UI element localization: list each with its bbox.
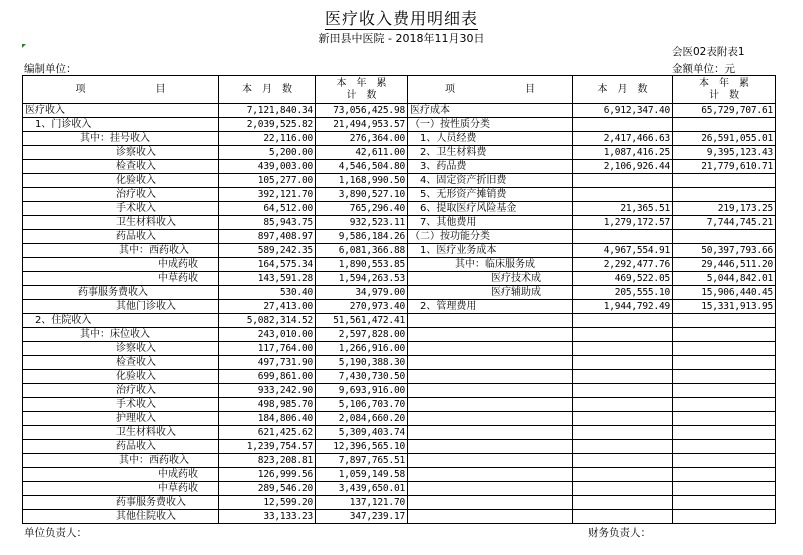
- right-month-cell: [573, 328, 673, 342]
- left-item-cell: 手术收入: [23, 398, 219, 412]
- left-item-cell: 治疗收入: [23, 188, 219, 202]
- left-item-cell: 治疗收入: [23, 384, 219, 398]
- right-month-cell: 1,944,792.49: [573, 300, 673, 314]
- right-cumulative-cell: [673, 230, 776, 244]
- left-cumulative-cell: 3,890,527.10: [316, 188, 408, 202]
- left-cumulative-cell: 765,296.40: [316, 202, 408, 216]
- left-cumulative-cell: 51,561,472.41: [316, 314, 408, 328]
- right-cumulative-cell: [673, 328, 776, 342]
- right-month-cell: [573, 384, 673, 398]
- table-row: [23, 496, 776, 510]
- right-cumulative-cell: 7,744,745.21: [673, 216, 776, 230]
- left-cumulative-cell: 270,973.40: [316, 300, 408, 314]
- left-month-cell: 589,242.35: [219, 244, 316, 258]
- unit-head-label: 单位负责人：: [24, 527, 87, 539]
- right-item-cell: [408, 426, 573, 440]
- left-cumulative-cell: 5,106,703.70: [316, 398, 408, 412]
- table-row: [23, 356, 776, 370]
- right-item-cell: 6、提取医疗风险基金: [408, 202, 573, 216]
- right-month-cell: 1,087,416.25: [573, 146, 673, 160]
- left-item-cell: 中成药收: [23, 468, 219, 482]
- left-month-cell: 164,575.34: [219, 258, 316, 272]
- left-item-cell: 卫生材料收入: [23, 426, 219, 440]
- left-cumulative-cell: 1,168,990.50: [316, 174, 408, 188]
- right-cumulative-cell: 65,729,707.61: [673, 104, 776, 118]
- left-cumulative-cell: 34,979.00: [316, 286, 408, 300]
- left-cumulative-cell: 2,597,828.00: [316, 328, 408, 342]
- left-month-cell: 12,599.20: [219, 496, 316, 510]
- table-row: [23, 146, 776, 160]
- left-item-cell: 药事服务费收入: [23, 496, 219, 510]
- right-item-cell: 其中：临床服务成: [408, 258, 573, 272]
- left-month-cell: 498,985.70: [219, 398, 316, 412]
- left-item-cell: 其中：西药收入: [23, 454, 219, 468]
- right-cumulative-cell: [673, 440, 776, 454]
- left-month-cell: 530.40: [219, 286, 316, 300]
- left-item-cell: 卫生材料收入: [23, 216, 219, 230]
- right-cumulative-cell: 15,906,440.45: [673, 286, 776, 300]
- left-month-cell: 7,121,840.34: [219, 104, 316, 118]
- left-cumulative-cell: 5,309,403.74: [316, 426, 408, 440]
- compiling-unit-label: 编制单位：: [24, 63, 77, 75]
- header-cumulative-left: 本 年 累 计 数: [316, 76, 408, 104]
- left-cumulative-cell: 9,586,184.26: [316, 230, 408, 244]
- header-month-right: 本 月 数: [573, 76, 673, 104]
- right-item-cell: [408, 454, 573, 468]
- right-item-cell: [408, 356, 573, 370]
- left-month-cell: 621,425.62: [219, 426, 316, 440]
- left-item-cell: 其他住院收入: [23, 510, 219, 524]
- report-title: 医疗收入费用明细表: [324, 9, 478, 28]
- header-month-left: 本 月 数: [219, 76, 316, 104]
- left-item-cell: 医疗收入: [23, 104, 219, 118]
- right-month-cell: 21,365.51: [573, 202, 673, 216]
- table-row: [23, 230, 776, 244]
- left-item-cell: 护理收入: [23, 412, 219, 426]
- right-item-cell: [408, 370, 573, 384]
- right-month-cell: [573, 496, 673, 510]
- right-month-cell: [573, 174, 673, 188]
- right-cumulative-cell: [673, 398, 776, 412]
- right-month-cell: 469,522.05: [573, 272, 673, 286]
- right-item-cell: 2、卫生材料费: [408, 146, 573, 160]
- left-month-cell: 105,277.00: [219, 174, 316, 188]
- left-item-cell: 其他门诊收入: [23, 300, 219, 314]
- header-cumulative-right: 本 年 累 计 数: [673, 76, 776, 104]
- right-item-cell: 医疗技术成: [408, 272, 573, 286]
- left-cumulative-cell: 42,611.00: [316, 146, 408, 160]
- right-item-cell: [408, 342, 573, 356]
- table-row: [23, 300, 776, 314]
- right-item-cell: [408, 440, 573, 454]
- header-row: [23, 76, 776, 104]
- table-row: [23, 510, 776, 524]
- left-item-cell: 药品收入: [23, 440, 219, 454]
- left-item-cell: 化验收入: [23, 174, 219, 188]
- right-item-cell: [408, 482, 573, 496]
- left-cumulative-cell: 2,084,660.20: [316, 412, 408, 426]
- right-cumulative-cell: [673, 454, 776, 468]
- left-item-cell: 药品收入: [23, 230, 219, 244]
- left-month-cell: 699,861.00: [219, 370, 316, 384]
- left-item-cell: 其中：床位收入: [23, 328, 219, 342]
- left-cumulative-cell: 1,890,553.85: [316, 258, 408, 272]
- right-cumulative-cell: [673, 314, 776, 328]
- right-item-cell: 7、其他费用: [408, 216, 573, 230]
- left-cumulative-cell: 6,081,366.88: [316, 244, 408, 258]
- right-month-cell: [573, 426, 673, 440]
- left-month-cell: 1,239,754.57: [219, 440, 316, 454]
- left-month-cell: 143,591.28: [219, 272, 316, 286]
- right-item-cell: 4、固定资产折旧费: [408, 174, 573, 188]
- left-cumulative-cell: 137,121.70: [316, 496, 408, 510]
- left-cumulative-cell: 932,523.11: [316, 216, 408, 230]
- left-item-cell: 中草药收: [23, 482, 219, 496]
- table-row: [23, 454, 776, 468]
- left-month-cell: 392,121.70: [219, 188, 316, 202]
- left-item-cell: 2、住院收入: [23, 314, 219, 328]
- left-cumulative-cell: 12,396,565.10: [316, 440, 408, 454]
- right-cumulative-cell: 26,591,055.01: [673, 132, 776, 146]
- left-month-cell: 22,116.00: [219, 132, 316, 146]
- form-code: 会医02表附表1: [672, 46, 745, 58]
- right-cumulative-cell: 5,044,842.01: [673, 272, 776, 286]
- table-row: [23, 384, 776, 398]
- table-row: [23, 426, 776, 440]
- right-month-cell: 205,555.10: [573, 286, 673, 300]
- table-row: [23, 132, 776, 146]
- right-cumulative-cell: 21,779,610.71: [673, 160, 776, 174]
- amount-unit-label: 金额单位：元: [672, 63, 735, 75]
- right-cumulative-cell: [673, 468, 776, 482]
- left-month-cell: 27,413.00: [219, 300, 316, 314]
- left-month-cell: 823,208.81: [219, 454, 316, 468]
- right-item-cell: 1、人员经费: [408, 132, 573, 146]
- right-cumulative-cell: [673, 370, 776, 384]
- table-row: [23, 118, 776, 132]
- left-month-cell: 126,999.56: [219, 468, 316, 482]
- right-item-cell: 医疗辅助成: [408, 286, 573, 300]
- left-cumulative-cell: 9,693,916.00: [316, 384, 408, 398]
- right-month-cell: [573, 440, 673, 454]
- right-cumulative-cell: [673, 188, 776, 202]
- left-cumulative-cell: 1,059,149.58: [316, 468, 408, 482]
- left-item-cell: 其中：西药收入: [23, 244, 219, 258]
- table-row: [23, 314, 776, 328]
- left-cumulative-cell: 4,546,504.80: [316, 160, 408, 174]
- left-item-cell: 检查收入: [23, 356, 219, 370]
- right-item-cell: （一）按性质分类: [408, 118, 573, 132]
- table-row: [23, 482, 776, 496]
- right-month-cell: [573, 412, 673, 426]
- right-month-cell: [573, 356, 673, 370]
- right-cumulative-cell: [673, 174, 776, 188]
- right-cumulative-cell: 9,395,123.43: [673, 146, 776, 160]
- left-item-cell: 检查收入: [23, 160, 219, 174]
- right-item-cell: （二）按功能分类: [408, 230, 573, 244]
- right-month-cell: 1,279,172.57: [573, 216, 673, 230]
- cell-marker-icon: [22, 44, 26, 48]
- left-item-cell: 其中：挂号收入: [23, 132, 219, 146]
- right-month-cell: [573, 398, 673, 412]
- table-row: [23, 216, 776, 230]
- right-month-cell: 2,417,466.63: [573, 132, 673, 146]
- left-month-cell: 2,039,525.82: [219, 118, 316, 132]
- right-month-cell: 2,106,926.44: [573, 160, 673, 174]
- right-item-cell: [408, 412, 573, 426]
- finance-head-label: 财务负责人：: [588, 527, 651, 539]
- left-month-cell: 897,408.97: [219, 230, 316, 244]
- left-item-cell: 化验收入: [23, 370, 219, 384]
- left-cumulative-cell: 276,364.00: [316, 132, 408, 146]
- left-item-cell: 诊察收入: [23, 146, 219, 160]
- right-item-cell: 1、医疗业务成本: [408, 244, 573, 258]
- left-month-cell: 85,943.75: [219, 216, 316, 230]
- right-item-cell: [408, 314, 573, 328]
- left-month-cell: 33,133.23: [219, 510, 316, 524]
- table-row: [23, 342, 776, 356]
- right-month-cell: [573, 468, 673, 482]
- right-month-cell: 2,292,477.76: [573, 258, 673, 272]
- right-item-cell: [408, 510, 573, 524]
- left-cumulative-cell: 7,430,730.50: [316, 370, 408, 384]
- table-row: [23, 258, 776, 272]
- left-month-cell: 933,242.90: [219, 384, 316, 398]
- right-cumulative-cell: [673, 496, 776, 510]
- table-row: [23, 440, 776, 454]
- report-subtitle: 新田县中医院 - 2018年11月30日: [318, 32, 485, 45]
- table-row: [23, 412, 776, 426]
- right-cumulative-cell: [673, 356, 776, 370]
- right-cumulative-cell: [673, 384, 776, 398]
- right-cumulative-cell: 219,173.25: [673, 202, 776, 216]
- left-item-cell: 中成药收: [23, 258, 219, 272]
- right-month-cell: [573, 454, 673, 468]
- right-cumulative-cell: [673, 426, 776, 440]
- right-item-cell: 医疗成本: [408, 104, 573, 118]
- right-month-cell: 4,967,554.91: [573, 244, 673, 258]
- left-item-cell: 手术收入: [23, 202, 219, 216]
- right-item-cell: [408, 496, 573, 510]
- table-row: [23, 160, 776, 174]
- right-item-cell: 2、管理费用: [408, 300, 573, 314]
- report-table: [22, 75, 776, 524]
- left-cumulative-cell: 1,594,263.53: [316, 272, 408, 286]
- right-item-cell: [408, 384, 573, 398]
- header-item-left: 项 目: [23, 76, 219, 104]
- table-row: [23, 104, 776, 118]
- right-cumulative-cell: [673, 118, 776, 132]
- right-month-cell: [573, 314, 673, 328]
- table-row: [23, 174, 776, 188]
- right-month-cell: [573, 370, 673, 384]
- table-row: [23, 202, 776, 216]
- table-row: [23, 468, 776, 482]
- left-month-cell: 117,764.00: [219, 342, 316, 356]
- right-cumulative-cell: 29,446,511.20: [673, 258, 776, 272]
- right-item-cell: [408, 328, 573, 342]
- right-cumulative-cell: [673, 482, 776, 496]
- right-cumulative-cell: 15,331,913.95: [673, 300, 776, 314]
- right-month-cell: [573, 118, 673, 132]
- table-row: [23, 286, 776, 300]
- left-cumulative-cell: 21,494,953.57: [316, 118, 408, 132]
- left-month-cell: 243,010.00: [219, 328, 316, 342]
- table-row: [23, 328, 776, 342]
- left-month-cell: 184,806.40: [219, 412, 316, 426]
- right-cumulative-cell: [673, 342, 776, 356]
- right-month-cell: [573, 230, 673, 244]
- right-month-cell: [573, 188, 673, 202]
- left-month-cell: 497,731.90: [219, 356, 316, 370]
- left-cumulative-cell: 7,897,765.51: [316, 454, 408, 468]
- left-item-cell: 诊察收入: [23, 342, 219, 356]
- table-row: [23, 188, 776, 202]
- table-row: [23, 370, 776, 384]
- right-item-cell: [408, 398, 573, 412]
- left-cumulative-cell: 73,056,425.98: [316, 104, 408, 118]
- left-month-cell: 5,200.00: [219, 146, 316, 160]
- right-item-cell: [408, 468, 573, 482]
- right-month-cell: 6,912,347.40: [573, 104, 673, 118]
- table-row: [23, 244, 776, 258]
- left-item-cell: 药事服务费收入: [23, 286, 219, 300]
- right-cumulative-cell: [673, 510, 776, 524]
- left-cumulative-cell: 5,190,388.30: [316, 356, 408, 370]
- right-item-cell: 5、无形资产摊销费: [408, 188, 573, 202]
- table-row: [23, 398, 776, 412]
- left-month-cell: 289,546.20: [219, 482, 316, 496]
- table-row: [23, 272, 776, 286]
- right-cumulative-cell: 50,397,793.66: [673, 244, 776, 258]
- left-cumulative-cell: 347,239.17: [316, 510, 408, 524]
- left-cumulative-cell: 1,266,916.00: [316, 342, 408, 356]
- right-item-cell: 3、药品费: [408, 160, 573, 174]
- right-cumulative-cell: [673, 412, 776, 426]
- left-month-cell: 64,512.00: [219, 202, 316, 216]
- left-cumulative-cell: 3,439,650.01: [316, 482, 408, 496]
- left-item-cell: 中草药收: [23, 272, 219, 286]
- right-month-cell: [573, 510, 673, 524]
- right-month-cell: [573, 342, 673, 356]
- left-month-cell: 439,003.00: [219, 160, 316, 174]
- left-item-cell: 1、门诊收入: [23, 118, 219, 132]
- left-month-cell: 5,082,314.52: [219, 314, 316, 328]
- header-item-right: 项 目: [408, 76, 573, 104]
- right-month-cell: [573, 482, 673, 496]
